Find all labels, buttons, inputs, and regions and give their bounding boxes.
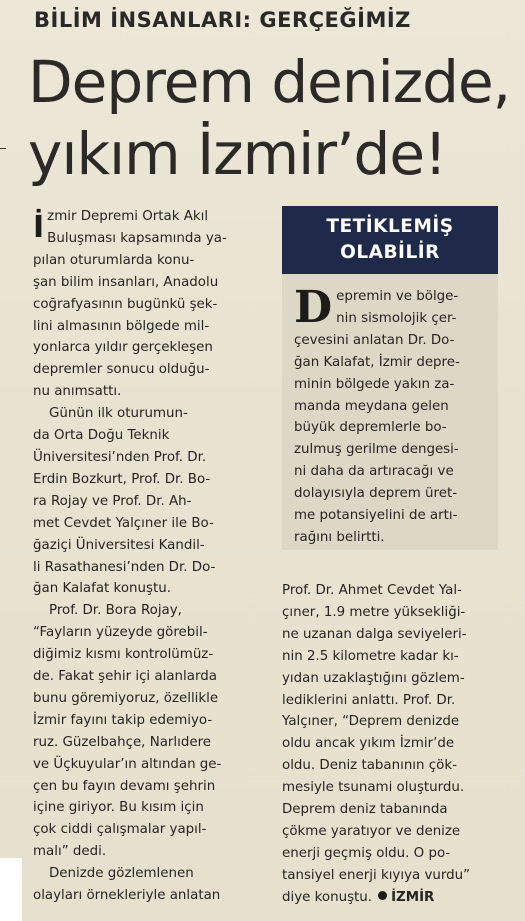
text-line: me potansiyelini de artı-: [294, 508, 458, 524]
dropcap-letter: D: [294, 282, 333, 333]
text-line: li Rasathanesi’nden Dr. Do-: [33, 559, 216, 575]
edge-mark: [0, 148, 6, 149]
signature-line: [282, 887, 500, 909]
text-line: rağını belirtti.: [294, 529, 385, 545]
headline: [28, 46, 511, 190]
text-line: çıner, 1.9 metre yüksekliği-: [282, 604, 466, 620]
text-line: Üniversitesi’nden Prof. Dr.: [33, 449, 207, 465]
text-line: nu anımsattı.: [33, 384, 122, 400]
text-line: epremin ve bölge-: [336, 289, 459, 304]
text-line: nin 2.5 kilometre kadar kı-: [282, 648, 459, 664]
text-line: nin sismolojik çer-: [336, 310, 457, 326]
text-line: yonlarca yıldır gerçekleşen: [33, 340, 213, 356]
text-line: ra Rojay ve Prof. Dr. Ah-: [33, 493, 192, 509]
text-line: Deprem deniz tabanında: [282, 802, 448, 818]
section-kicker: BİLİM İNSANLARI: GERÇEĞİMİZ: [34, 8, 411, 32]
text-line: Denizde gözlemlenen: [49, 866, 194, 882]
text-line: ğaziçi Üniversitesi Kandil-: [33, 537, 205, 553]
text-line: de. Fakat şehir içi alanlarda: [33, 669, 217, 685]
text-line: şan bilim insanları, Anadolu: [33, 274, 219, 290]
text-line: çökme yaratıyor ve denize: [282, 823, 461, 839]
text-line: ni daha da artıracağı ve: [294, 464, 454, 480]
text-line: zmir Depremi Ortak Akıl: [47, 209, 209, 224]
text-line: Erdin Bozkurt, Prof. Dr. Bo-: [33, 471, 211, 487]
text-line: bunu göremiyoruz, özellikle: [33, 690, 219, 706]
text-line: “Fayların yüzeyde görebil-: [33, 625, 208, 641]
text-line: çen bu fayın devamı şehrin: [33, 778, 216, 794]
text-line: ve Üçkuyular’ın altından ge-: [33, 756, 222, 772]
text-line: oldu. Deniz tabanının çök-: [282, 758, 457, 774]
text-line: ne uzanan dalga seviyeleri-: [282, 626, 467, 642]
text-line: çok ciddi çalışmalar yapıl-: [33, 822, 207, 838]
text-line: dolayısıyla deprem üret-: [294, 486, 458, 502]
text-line: da Orta Doğu Teknik: [33, 428, 170, 444]
text-line: pılan oturumlarda konu-: [33, 252, 195, 268]
text-line: malı” dedi.: [33, 844, 107, 860]
text-line: enerji geçmiş oldu. O po-: [282, 845, 451, 861]
left-column: [33, 206, 259, 907]
sidebar-box-text: [294, 282, 490, 549]
dateline-signature: İZMİR: [391, 889, 435, 905]
text-line: Yalçıner, “Deprem denizde: [282, 714, 460, 730]
text-line: lediklerini anlattı. Prof. Dr.: [282, 692, 456, 708]
text-line: ruz. Güzelbahçe, Narlıdere: [33, 734, 212, 750]
text-line: çevesini anlatan Dr. Do-: [294, 332, 455, 348]
text-line: İzmir fayını takip edemiyo-: [33, 712, 213, 728]
headline-line-2: yıkım İzmir’de!: [28, 120, 447, 188]
right-column: [282, 580, 500, 909]
dropcap-letter: İ: [33, 210, 45, 245]
text-line: diye konuştu.: [282, 889, 373, 905]
sidebar-title-line-1: TETİKLEMİŞ: [326, 216, 454, 237]
text-line: Prof. Dr. Ahmet Cevdet Yal-: [282, 583, 462, 598]
text-line: manda meydana gelen: [294, 398, 449, 414]
text-line: içine giriyor. Bu kısım için: [33, 800, 204, 816]
text-line: tansiyel enerji kıyıya vurdu”: [282, 867, 471, 883]
text-line: met Cevdet Yalçıner ile Bo-: [33, 515, 214, 531]
text-line: büyük depremlerle bo-: [294, 420, 447, 436]
text-line: ğan Kalafat, İzmir depre-: [294, 354, 460, 370]
sidebar-title-line-2: OLABİLİR: [340, 242, 440, 263]
page-corner: [0, 858, 22, 921]
text-line: Buluşması kapsamında ya-: [47, 230, 227, 246]
text-line: oldu ancak yıkım İzmir’de: [282, 736, 455, 752]
text-line: olayları örnekleriyle anlatan: [33, 888, 221, 904]
text-line: zulmuş gerilme dengesi-: [294, 442, 459, 458]
text-line: yıdan uzaklaştığını gözlem-: [282, 670, 465, 686]
text-line: minin bölgede yakın za-: [294, 376, 455, 392]
text-line: Günün ilk oturumun-: [49, 406, 188, 422]
sidebar-box-title: [282, 206, 498, 274]
text-line: depremler sonucu olduğu-: [33, 362, 210, 378]
text-line: coğrafyasının bugünkü şek-: [33, 296, 218, 312]
text-line: lini almasının bölgede mil-: [33, 318, 210, 334]
bullet-icon: [378, 891, 387, 900]
text-line: ğan Kalafat konuştu.: [33, 581, 171, 597]
headline-line-1: Deprem denizde,: [28, 48, 511, 116]
text-line: mesiyle tsunami oluşturdu.: [282, 780, 465, 796]
text-line: Prof. Dr. Bora Rojay,: [49, 603, 182, 619]
text-line: diğimiz kısmı kontrolümüz-: [33, 647, 214, 663]
